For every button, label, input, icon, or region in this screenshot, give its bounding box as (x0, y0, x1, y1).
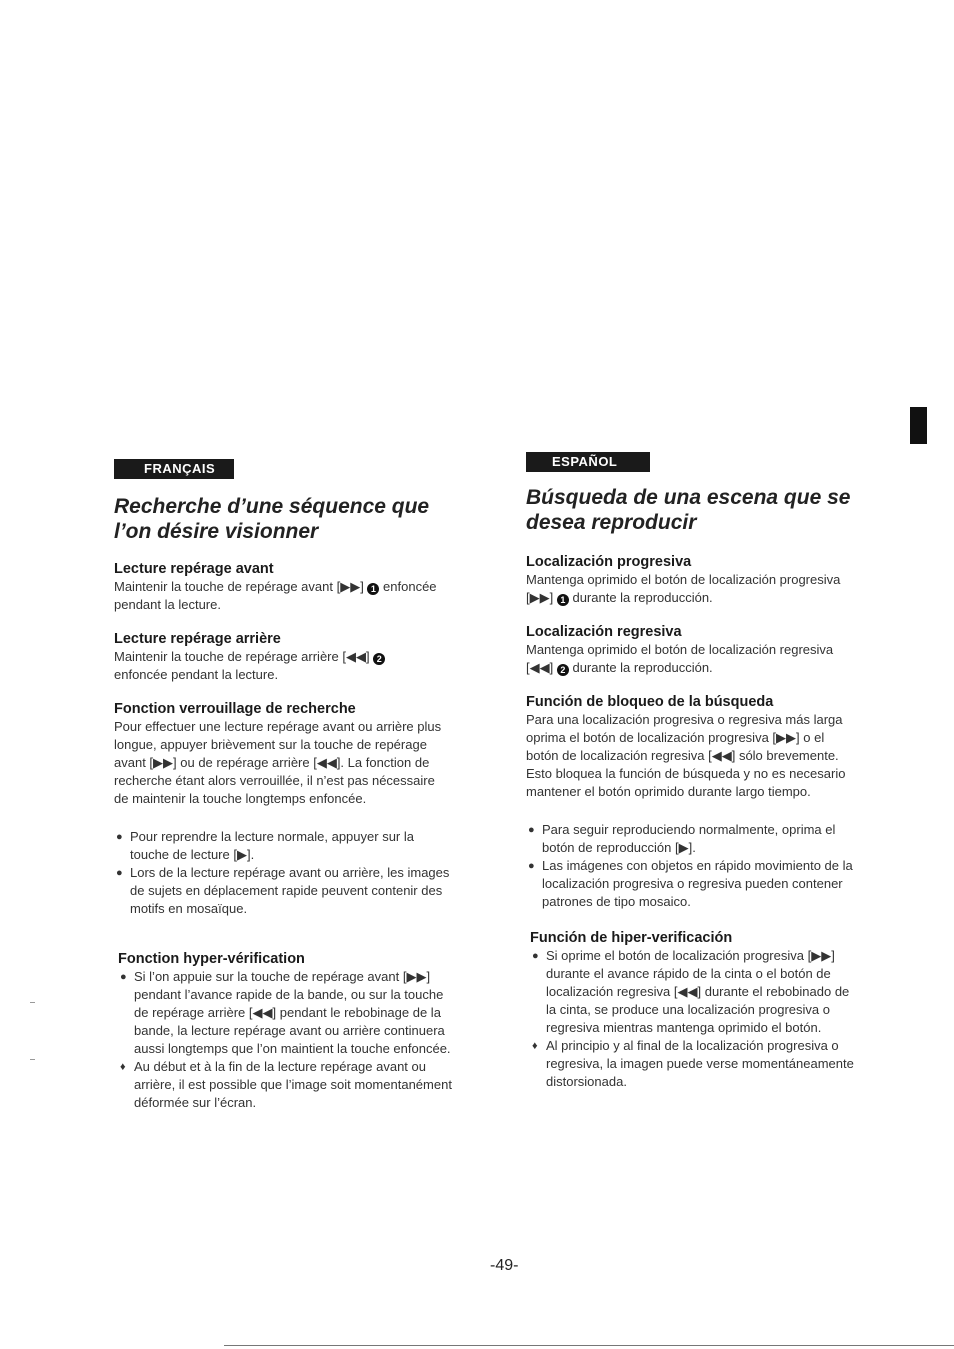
list-item: ● Si l’on appuie sur la touche de repérage avant [▶▶] pendant l’avance rapide de la bande, ou sur la touche de repérage arrière [◀◀] pendant le rebobinage de la bande, la lecture repérage avant ou arrière continuera aussi longtemps que l’on maintient la touche enfoncée. (120, 969, 451, 1056)
paragraph-line: Esto bloquea la función de búsqueda y no es necesario (526, 766, 846, 781)
paragraph-line: avant [▶▶] ou de repérage arrière [◀◀]. La fonction de (114, 755, 430, 770)
number-1-icon: 1 (557, 594, 569, 606)
rewind-symbol: ◀◀ (529, 660, 550, 675)
paragraph-line: longue, appuyer brièvement sur la touche de repérage (114, 737, 427, 752)
title-line: Búsqueda de una escena que se (526, 486, 851, 509)
subsection-heading: Lecture repérage avant (114, 561, 274, 577)
list-item: ● Lors de la lecture repérage avant ou arrière, les images de sujets en déplacement rapide peuvent contenir des motifs en mosaïque. (116, 865, 450, 916)
paragraph-line: recherche étant alors verrouillée, il n’est pas nécessaire (114, 773, 435, 788)
margin-mark (30, 1059, 35, 1060)
paragraph-line: de maintenir la touche longtemps enfoncée. (114, 791, 367, 806)
list-item: ● Las imágenes con objetos en rápido movimiento de la localización progresiva o regresiva pueden contener patrones de tipo mosaico. (528, 858, 853, 909)
notes-list (114, 828, 494, 918)
section-title (526, 485, 896, 535)
subsection-heading: Fonction hyper-vérification (118, 951, 305, 967)
subsection-heading: Lecture repérage arrière (114, 631, 281, 647)
paragraph-line: Maintenir la touche de repérage avant [▶▶] 1 enfoncée (114, 579, 437, 594)
fast-forward-symbol: ▶▶ (529, 590, 550, 605)
bullet-icon: ● (528, 860, 535, 872)
subsection-forward-search (526, 553, 896, 607)
bullet-icon: ● (528, 824, 535, 836)
paragraph-line: Mantenga oprimido el botón de localización regresiva (526, 642, 834, 657)
bullet-icon: ● (116, 831, 123, 843)
subsection-hyper-verification (526, 929, 896, 1091)
paragraph-line: mantener el botón oprimido durante largo tiempo. (526, 784, 811, 799)
subsection-heading: Función de hiper-verificación (530, 930, 733, 946)
title-line: Recherche d’une séquence que (114, 495, 430, 518)
number-2-icon: 2 (373, 653, 385, 665)
subsection-reverse-search (114, 630, 494, 684)
paragraph-line: Para una localización progresiva o regresiva más larga (526, 712, 843, 727)
subsection-heading: Localización regresiva (526, 624, 682, 640)
language-badge: FRANÇAIS (114, 459, 234, 479)
list-item: ● Pour reprendre la lecture normale, appuyer sur la touche de lecture [▶]. (116, 829, 414, 862)
bullet-icon: ● (532, 950, 539, 962)
title-line: desea reproducir (526, 511, 697, 534)
paragraph-line: Maintenir la touche de repérage arrière [◀◀] 2 (114, 648, 494, 666)
title-line: l’on désire visionner (114, 520, 319, 543)
subsection-forward-search (114, 560, 494, 614)
number-1-icon: 1 (367, 583, 379, 595)
subsection-heading: Función de bloqueo de la búsqueda (526, 694, 774, 710)
paragraph-line: Pour effectuer une lecture repérage avant ou arrière plus (114, 719, 442, 734)
bullet-icon: ♦ (532, 1040, 538, 1052)
notes-list (526, 821, 896, 911)
margin-mark (30, 1002, 35, 1003)
paragraph-line: oprima el botón de localización progresiva [▶▶] o el (526, 730, 825, 745)
rewind-symbol: ◀◀ (345, 649, 366, 664)
paragraph-line: [◀◀] 2 durante la reproducción. (526, 660, 713, 675)
list-item: ♦ Au début et à la fin de la lecture repérage avant ou arrière, il est possible que l’image soit momentanément déformée sur l’écran. (120, 1059, 452, 1110)
bullet-icon: ● (120, 971, 127, 983)
bullet-icon: ● (116, 867, 123, 879)
paragraph-line: pendant la lecture. (114, 597, 221, 612)
paragraph-line: enfoncée pendant la lecture. (114, 667, 279, 682)
subsection-search-lock (526, 693, 896, 801)
subsection-heading: Localización progresiva (526, 554, 692, 570)
french-column (114, 459, 494, 1112)
section-title (114, 494, 494, 544)
paragraph-line: botón de localización regresiva [◀◀] sólo brevemente. (526, 748, 839, 763)
fast-forward-symbol: ▶▶ (340, 579, 361, 594)
number-2-icon: 2 (557, 664, 569, 676)
subsection-reverse-search (526, 623, 896, 677)
section-tab-marker (910, 407, 927, 444)
notes-list (118, 968, 494, 1112)
subsection-heading: Fonction verrouillage de recherche (114, 701, 356, 717)
subsection-hyper-verification (114, 950, 494, 1112)
list-item: ♦ Al principio y al final de la localización progresiva o regresiva, la imagen puede verse momentáneamente distorsionada. (532, 1038, 854, 1089)
language-badge: ESPAÑOL (526, 452, 650, 472)
list-item: ● Para seguir reproduciendo normalmente, oprima el botón de reproducción [▶]. (528, 822, 836, 855)
list-item: ● Si oprime el botón de localización progresiva [▶▶] durante el avance rápido de la cinta o el botón de localización regresiva [◀◀] durante el rebobinado de la cinta, se produce una localización progresiva o regresiva mientras mantenga oprimido el botón. (532, 948, 850, 1035)
spanish-column (526, 452, 896, 1091)
bullet-icon: ♦ (120, 1061, 126, 1073)
paragraph-line: Mantenga oprimido el botón de localización progresiva (526, 572, 841, 587)
page-number: -49- (490, 1257, 519, 1274)
bottom-rule (224, 1345, 954, 1346)
paragraph-line: [▶▶] 1 durante la reproducción. (526, 590, 713, 605)
subsection-search-lock (114, 700, 494, 808)
notes-list (530, 947, 896, 1091)
